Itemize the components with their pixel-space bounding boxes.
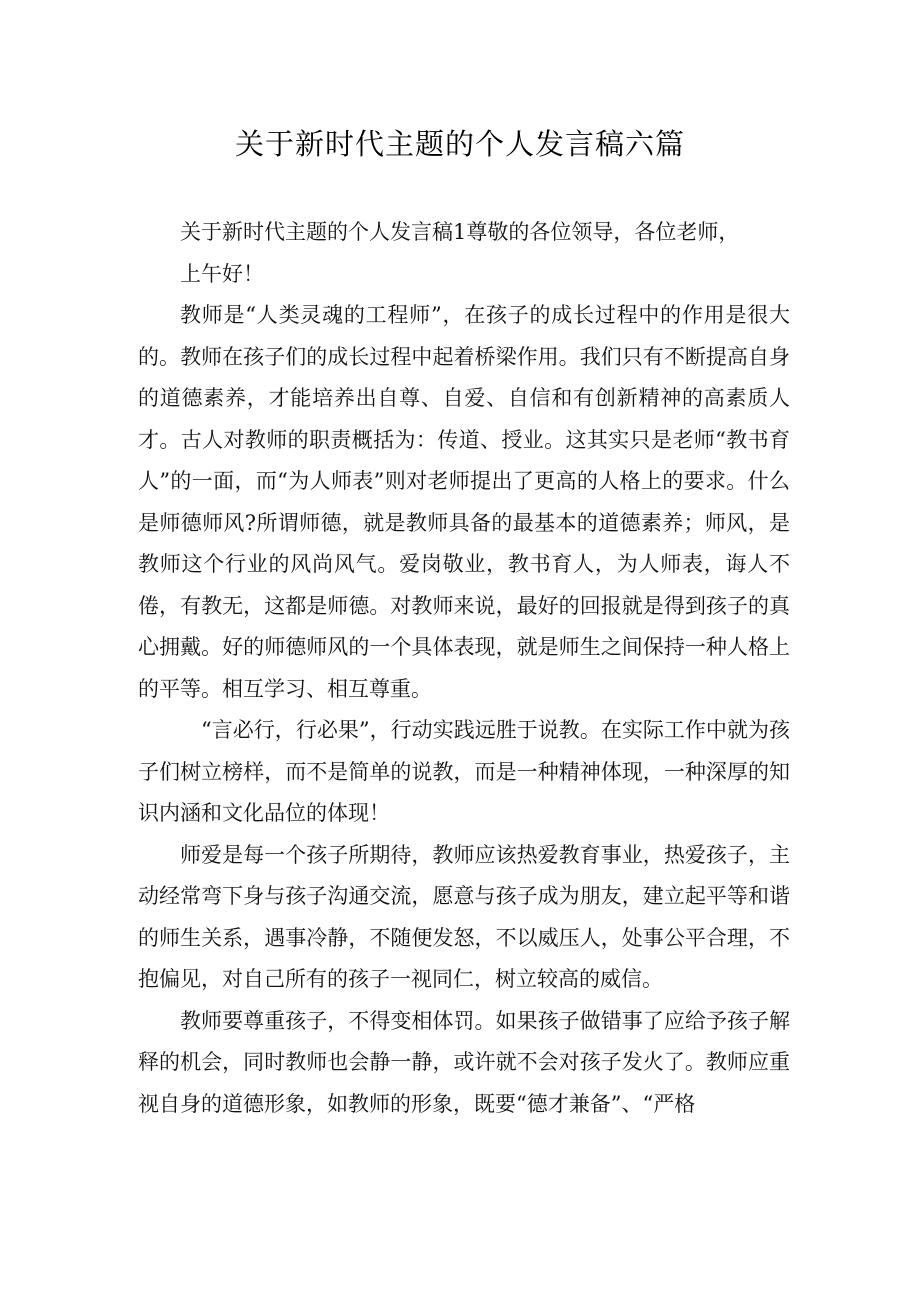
paragraph-teacher-role: 教师是“人类灵魂的工程师”，在孩子的成长过程中的作用是很大的。教师在孩子们的成长过程中起着桥梁作用。我们只有不断提高自身的道德素养，才能培养出自尊、自爱、自信和有创新精神的高素质人才。古人对教师的职责概括为：传道、授业。这其实只是老师“教书育人”的一面，而“为人师表”则对老师提出了更高的人格上的要求。什么是师德师风?所谓师德，就是教师具备的最基本的道德素养；师风，是教师这个行业的风尚风气。爱岗敬业，教书育人，为人师表，诲人不倦，有教无，这都是师德。对教师来说，最好的回报就是得到孩子的真心拥戴。好的师德师风的一个具体表现，就是师生之间保持一种人格上的平等。相互学习、相互尊重。 — [138, 303, 790, 701]
paragraph-respect: 教师要尊重孩子，不得变相体罚。如果孩子做错事了应给予孩子解释的机会，同时教师也会静一静，或许就不会对孩子发火了。教师应重视自身的道德形象，如教师的形象，既要“德才兼备”、“严格 — [138, 1008, 790, 1116]
paragraph-action: “言必行，行必果”，行动实践远胜于说教。在实际工作中就为孩子们树立榜样，而不是简单的说教，而是一种精神体现，一种深厚的知识内涵和文化品位的体现！ — [138, 718, 790, 825]
paragraph-opening: 关于新时代主题的个人发言稿1尊敬的各位领导，各位老师， — [180, 220, 740, 244]
paragraph-teacher-love: 师爱是每一个孩子所期待，教师应该热爱教育事业，热爱孩子，主动经常弯下身与孩子沟通交流，愿意与孩子成为朋友，建立起平等和谐的师生关系，遇事冷静，不随便发怒，不以威压人，处事公平合理，不抱偏见，对自己所有的孩子一视同仁，树立较高的威信。 — [138, 842, 790, 991]
paragraph-greeting: 上午好！ — [180, 261, 264, 286]
document-title: 关于新时代主题的个人发言稿六篇 — [234, 127, 685, 161]
document-body — [138, 212, 790, 1125]
